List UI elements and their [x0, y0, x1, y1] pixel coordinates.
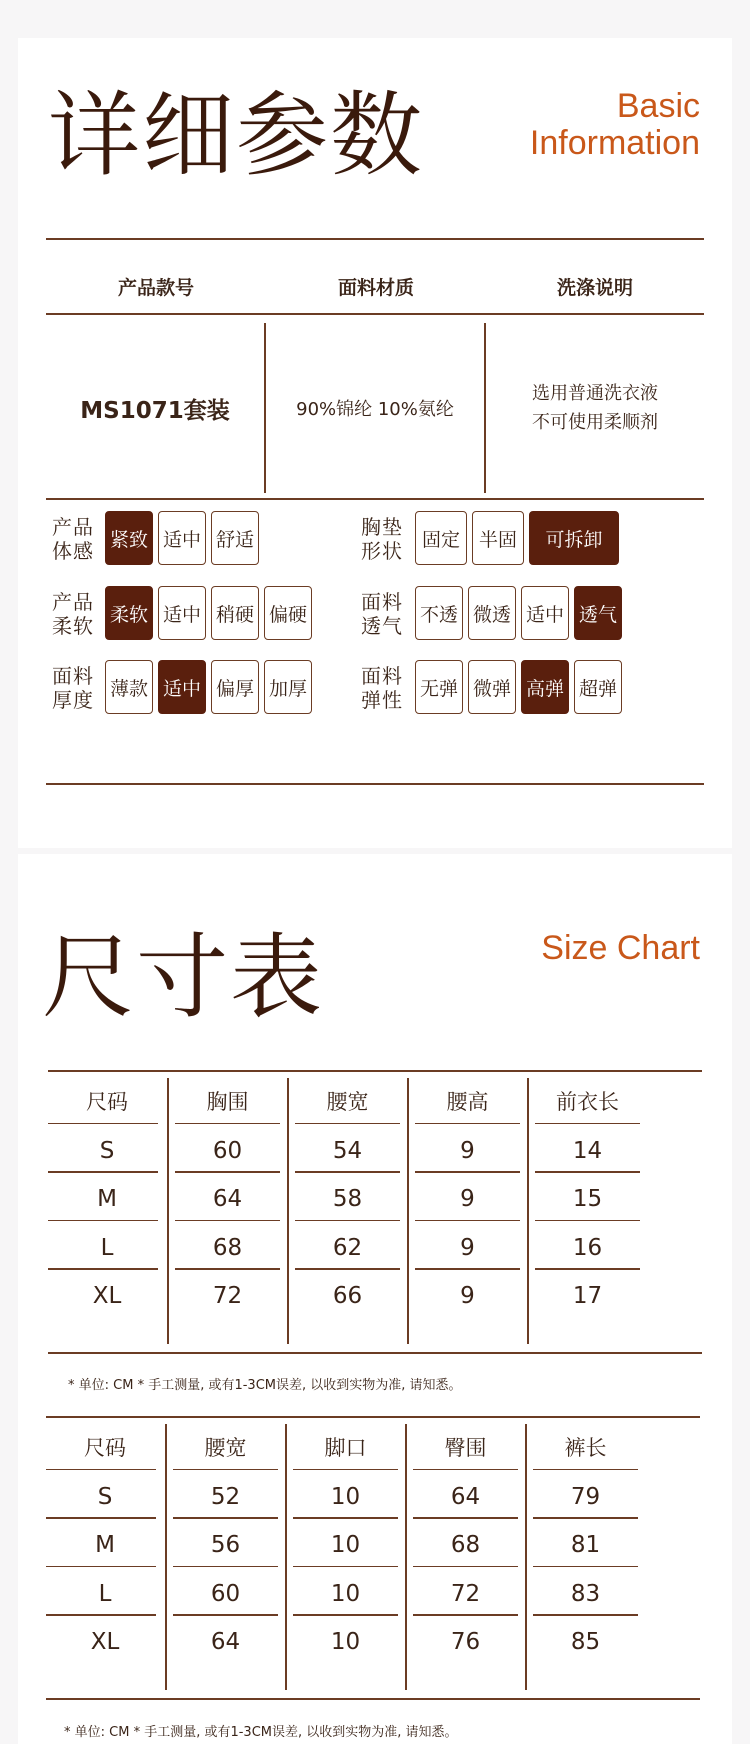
wash-value [486, 328, 704, 488]
table-border [46, 1698, 700, 1700]
table-cell: S [97, 1483, 113, 1510]
option-chip: 稍硬 [211, 586, 259, 640]
option-chip: 半固 [472, 511, 524, 565]
option-chip: 紧致 [105, 511, 153, 565]
table-cell: 16 [572, 1234, 603, 1261]
table-cell: 10 [330, 1580, 361, 1607]
option-chip: 薄款 [105, 660, 153, 714]
table-cell: 68 [212, 1234, 243, 1261]
table-cell: L [100, 1234, 114, 1261]
table-cell: 15 [572, 1186, 603, 1212]
table-cell: 72 [450, 1580, 481, 1607]
option-chip: 透气 [574, 586, 622, 640]
basic-title-en-line1: Basic [616, 87, 700, 125]
table-cell: 10 [330, 1532, 361, 1558]
option-chip: 舒适 [211, 511, 259, 565]
option-chip: 微弹 [468, 660, 516, 714]
table-header-cell: 腰宽 [204, 1436, 247, 1460]
option-chip: 适中 [158, 511, 206, 565]
table-cell: 10 [330, 1483, 361, 1510]
option-chip: 高弹 [521, 660, 569, 714]
table-cell: 9 [460, 1234, 475, 1261]
divider [46, 238, 704, 240]
table-cell: 68 [450, 1532, 481, 1558]
table-header-cell: 腰宽 [326, 1090, 369, 1114]
table-cell: 54 [332, 1137, 363, 1164]
table-cell: 64 [450, 1483, 481, 1510]
wash-line-1: 选用普通洗衣液 [532, 383, 658, 404]
table-header-cell: 脚口 [324, 1436, 367, 1460]
basic-title-en [530, 88, 700, 161]
table-header-cell: 胸围 [206, 1090, 249, 1114]
option-chip: 可拆卸 [529, 511, 619, 565]
table-header-cell: 裤长 [564, 1436, 607, 1460]
size-note-top: * 单位: CM * 手工测量, 或有1-3CM误差, 以收到实物为准, 请知悉。 [68, 1378, 462, 1393]
attribute-label: 面料 透气 [361, 590, 403, 638]
table-cell: 72 [212, 1283, 243, 1309]
model-value: MS1071套装 [80, 397, 230, 424]
divider [46, 783, 704, 785]
option-chip: 适中 [521, 586, 569, 640]
option-chip: 超弹 [574, 660, 622, 714]
table-header-cell: 尺码 [84, 1436, 126, 1460]
header-model: 产品款号 [117, 277, 194, 299]
table-cell: 79 [570, 1483, 601, 1510]
table-cell: 52 [210, 1483, 241, 1510]
table-cell: 64 [212, 1186, 243, 1212]
table-cell: 64 [210, 1629, 241, 1655]
table-cell: 83 [570, 1580, 601, 1607]
table-border [48, 1070, 702, 1072]
size-title-en: Size Chart [541, 929, 700, 967]
table-cell: 56 [210, 1532, 241, 1558]
table-border [46, 1416, 700, 1418]
table-cell: 81 [570, 1532, 601, 1558]
table-cell: 85 [570, 1629, 601, 1655]
size-title-cn: 尺寸表 [42, 924, 325, 1031]
header-wash: 洗涤说明 [556, 277, 633, 299]
table-cell: 9 [460, 1186, 475, 1212]
option-chip: 柔软 [105, 586, 153, 640]
table-cell: 66 [332, 1283, 363, 1309]
basic-title-en-line2: Information [529, 123, 700, 162]
size-table-top [48, 1070, 702, 1354]
table-cell: S [99, 1137, 115, 1164]
table-cell: 60 [210, 1580, 241, 1607]
basic-title-cn: 详细参数 [48, 82, 425, 189]
divider [46, 498, 704, 500]
attribute-label: 面料 厚度 [52, 664, 94, 712]
table-border [48, 1352, 702, 1354]
option-chip: 偏硬 [264, 586, 312, 640]
table-cell: M [97, 1186, 117, 1212]
option-chip: 不透 [415, 586, 463, 640]
option-chip: 适中 [158, 660, 206, 714]
option-chip: 加厚 [264, 660, 312, 714]
size-note-bottom: * 单位: CM * 手工测量, 或有1-3CM误差, 以收到实物为准, 请知悉。 [64, 1725, 458, 1740]
table-header-cell: 臀围 [444, 1436, 487, 1460]
attribute-label: 产品 柔软 [52, 590, 94, 638]
option-chip: 固定 [415, 511, 467, 565]
table-cell: 9 [460, 1137, 475, 1164]
table-cell: 58 [332, 1186, 363, 1212]
divider [46, 313, 704, 315]
table-cell: 10 [330, 1629, 361, 1655]
wash-line-2: 不可使用柔顺剂 [532, 412, 658, 433]
size-chart-card [18, 854, 732, 1744]
option-chip: 无弹 [415, 660, 463, 714]
table-cell: 62 [332, 1234, 363, 1261]
table-header-cell: 腰高 [446, 1090, 489, 1114]
table-cell: 14 [572, 1137, 603, 1164]
attribute-label: 面料 弹性 [361, 664, 403, 712]
table-cell: 76 [450, 1629, 481, 1655]
table-cell: 17 [572, 1283, 603, 1309]
attribute-label: 胸垫 形状 [361, 515, 403, 563]
size-table-bottom [46, 1416, 700, 1700]
header-material: 面料材质 [337, 277, 414, 299]
material-value: 90%锦纶 10%氨纶 [296, 399, 454, 420]
table-cell: 60 [212, 1137, 243, 1164]
table-header-cell: 前衣长 [556, 1090, 619, 1114]
option-chip: 偏厚 [211, 660, 259, 714]
table-cell: XL [92, 1283, 122, 1309]
table-cell: L [98, 1580, 112, 1607]
table-cell: M [95, 1532, 115, 1558]
option-chip: 微透 [468, 586, 516, 640]
table-cell: 9 [460, 1283, 475, 1309]
table-header-cell: 尺码 [86, 1090, 128, 1114]
table-cell: XL [90, 1629, 120, 1655]
attribute-label: 产品 体感 [52, 515, 94, 563]
option-chip: 适中 [158, 586, 206, 640]
basic-info-card [18, 38, 732, 848]
